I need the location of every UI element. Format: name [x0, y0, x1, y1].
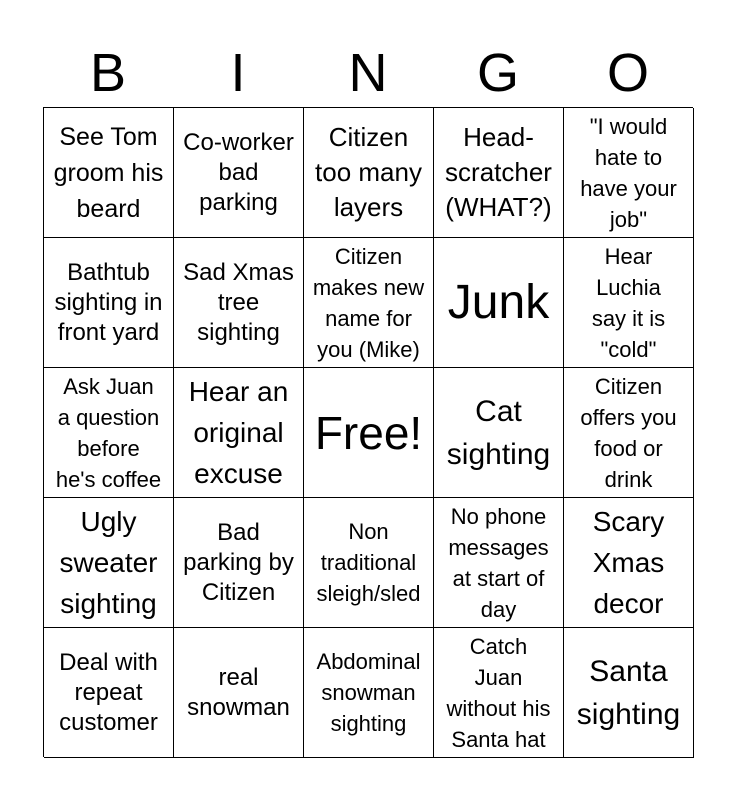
cell-text: Citizen makes new name for you (Mike) — [312, 243, 425, 362]
cell-text: Deal with repeat customer — [59, 648, 158, 736]
cell-text: See Tom groom his beard — [53, 122, 164, 223]
header-letter-n: N — [348, 43, 388, 103]
bingo-cell-r3-c1[interactable] — [44, 368, 174, 498]
cell-text: Bad parking by Citizen — [183, 518, 294, 606]
cell-text: Cat sighting — [446, 394, 551, 471]
header-letter-o: O — [606, 43, 649, 103]
cell-text: Non traditional sleigh/sled — [316, 519, 421, 606]
bingo-cell-r3-c2[interactable] — [174, 368, 304, 498]
header-letter-g: G — [476, 43, 519, 103]
bingo-cell-r3-c5[interactable] — [564, 368, 694, 498]
bingo-cell-r5-c4[interactable] — [434, 628, 564, 758]
cell-text: Santa sighting — [576, 654, 681, 731]
cell-text: Scary Xmas decor — [592, 506, 665, 619]
bingo-cell-r2-c1[interactable] — [44, 238, 174, 368]
bingo-cell-r5-c3[interactable] — [304, 628, 434, 758]
bingo-cell-r3-c4[interactable] — [434, 368, 564, 498]
bingo-cell-r4-c4[interactable] — [434, 498, 564, 628]
bingo-cell-r5-c1[interactable] — [44, 628, 174, 758]
cell-text: Head- scratcher (WHAT?) — [445, 122, 552, 222]
cell-text: Co-worker bad parking — [183, 128, 294, 216]
bingo-cell-r4-c1[interactable] — [44, 498, 174, 628]
cell-text: Ugly sweater sighting — [59, 506, 158, 619]
bingo-cell-r4-c2[interactable] — [174, 498, 304, 628]
cell-text: real snowman — [187, 663, 290, 721]
bingo-cell-r2-c5[interactable] — [564, 238, 694, 368]
cell-text: No phone messages at start of day — [448, 503, 549, 622]
bingo-cell-r2-c2[interactable] — [174, 238, 304, 368]
bingo-cell-r1-c4[interactable] — [434, 108, 564, 238]
bingo-cell-r5-c5[interactable] — [564, 628, 694, 758]
cell-text: Hear an original excuse — [188, 376, 289, 489]
bingo-cell-r2-c3[interactable] — [304, 238, 434, 368]
cell-text: Ask Juan a question before he's coffee — [55, 373, 162, 492]
cell-text: Citizen offers you food or drink — [580, 373, 677, 492]
bingo-cell-r3-c3[interactable] — [304, 368, 434, 498]
cell-text: Citizen too many layers — [315, 122, 422, 222]
cell-text: "I would hate to have your job" — [580, 113, 677, 232]
cell-text: Bathtub sighting in front yard — [54, 258, 163, 346]
bingo-cell-r4-c5[interactable] — [564, 498, 694, 628]
cell-text: Hear Luchia say it is "cold" — [591, 243, 666, 362]
cell-text: Junk — [447, 275, 550, 329]
cell-text: Sad Xmas tree sighting — [183, 258, 294, 346]
bingo-header — [43, 40, 693, 106]
header-letter-i: I — [230, 43, 246, 103]
bingo-cell-r1-c3[interactable] — [304, 108, 434, 238]
header-letter-b: B — [89, 43, 127, 103]
bingo-cell-r1-c5[interactable] — [564, 108, 694, 238]
bingo-grid — [43, 107, 693, 757]
bingo-cell-r2-c4[interactable] — [434, 238, 564, 368]
bingo-cell-r1-c2[interactable] — [174, 108, 304, 238]
cell-text: Catch Juan without his Santa hat — [446, 633, 551, 752]
bingo-cell-r1-c1[interactable] — [44, 108, 174, 238]
bingo-cell-r5-c2[interactable] — [174, 628, 304, 758]
bingo-cell-r4-c3[interactable] — [304, 498, 434, 628]
cell-text: Free! — [314, 406, 423, 459]
cell-text: Abdominal snowman sighting — [316, 649, 421, 736]
